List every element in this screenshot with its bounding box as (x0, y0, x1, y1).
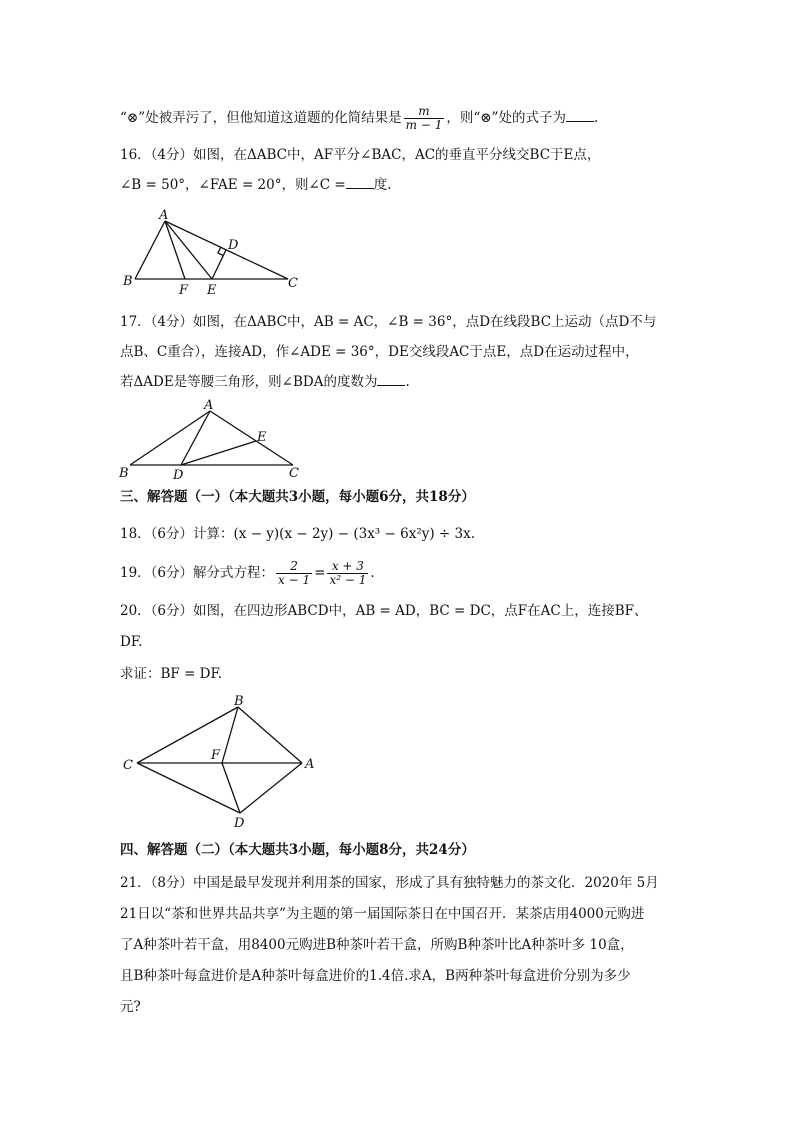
q15-frac-den: m − 1 (405, 118, 443, 132)
q20-segment-ba (238, 707, 302, 763)
q20-figure (115, 693, 325, 833)
q15-text-before: “⊗”处被弄污了，但他知道这道题的化简结果是 (120, 110, 402, 126)
q20-line2: DF. (120, 634, 143, 650)
q16-segment-de (212, 250, 226, 279)
q17-line2: 点B、C重合），连接AD，作∠ADE = 36°，DE交线段AC于点E，点D在运动过程中， (120, 344, 639, 360)
q21-line2: 21日以“茶和世界共品共享”为主题的第一届国际茶日在中国召开．某茶店用4000元购进 (120, 906, 645, 922)
q17-label-a: A (204, 398, 214, 413)
q17-answer-blank (377, 373, 405, 386)
q17-segment-ac (210, 411, 293, 465)
q15-answer-blank (566, 109, 594, 122)
q19-lhs-den: x − 1 (278, 573, 311, 587)
q16-label-f: F (179, 283, 189, 298)
q17-label-d: D (173, 468, 184, 483)
q16-line2-before: ∠B = 50°，∠FAE = 20°，则∠C = (120, 177, 346, 193)
q19-rhs-den: x² − 1 (329, 573, 367, 587)
q17-line3-before: 若ΔADE是等腰三角形，则∠BDA的度数为 (120, 374, 378, 390)
q16-label-a: A (159, 208, 169, 223)
q20-segment-cb (137, 707, 238, 763)
q20-label-c: C (123, 758, 133, 773)
q21-line4: 且B种茶叶每盒进价是A种茶叶每盒进价的1.4倍.求A，B两种茶叶每盒进价分别为多少 (120, 968, 631, 984)
q15-text-after: ，则“⊗”处的式子为 (446, 110, 566, 126)
q19-lhs-fraction (276, 560, 312, 587)
q19-rhs-num: x + 3 (327, 560, 368, 574)
q19-equals: = (314, 565, 326, 581)
q20-line3: 求证：BF = DF. (120, 666, 223, 682)
q16-label-e: E (207, 283, 217, 298)
q16-segment-ab (135, 221, 165, 279)
q20-label-b: B (234, 694, 244, 709)
q16-label-b: B (123, 274, 133, 289)
q16-line2 (120, 175, 392, 195)
q17-label-b: B (119, 466, 129, 481)
q19-text-before: 19．（6分）解分式方程： (120, 565, 275, 581)
q16-line2-after: 度. (373, 177, 392, 193)
q15-tail-line (120, 105, 598, 132)
q20-line1: 20．（6分）如图，在四边形ABCD中，AB = AD，BC = DC，点F在AC上，连接BF、 (120, 603, 648, 619)
q16-line1: 16．（4分）如图，在ΔABC中，AF平分∠BAC，AC的垂直平分线交BC于E点， (120, 147, 601, 163)
q16-segment-ae (165, 221, 212, 279)
q19-line (120, 560, 375, 587)
q15-fraction (404, 105, 445, 132)
q16-figure (115, 205, 315, 298)
q20-label-f: F (211, 748, 221, 763)
q17-label-e: E (257, 430, 267, 445)
q20-segment-ad (240, 763, 302, 813)
q17-line3-after: . (405, 374, 410, 390)
q21-line1: 21．（8分）中国是最早发现并利用茶的国家，形成了具有独特魅力的茶文化．2020年 5月 (120, 875, 659, 891)
q16-answer-blank (346, 176, 374, 189)
q15-end: . (593, 110, 599, 126)
q19-end: . (370, 565, 375, 581)
q20-segment-bf (222, 707, 238, 763)
q16-label-d: D (228, 238, 239, 253)
q19-rhs-fraction (327, 560, 368, 587)
q21-line3: 了A种茶叶若干盒，用8400元购进B种茶叶若干盒，所购B种茶叶比A种茶叶多 10盒， (120, 937, 634, 953)
q17-figure (115, 397, 315, 482)
q20-label-d: D (234, 816, 245, 831)
section4-title: 四、解答题（二）（本大题共3小题，每小题8分，共24分） (120, 842, 475, 858)
q17-line1: 17．（4分）如图，在ΔABC中，AB = AC，∠B = 36°，点D在线段BC上运动（点D不与 (120, 314, 657, 330)
q21-line5: 元? (120, 999, 141, 1015)
q20-label-a: A (305, 757, 315, 772)
q17-segment-ab (130, 411, 210, 465)
q17-label-c: C (289, 466, 299, 481)
q16-segment-ac (165, 221, 288, 279)
q17-line3 (120, 372, 410, 392)
q18-text: 18．（6分）计算：(x − y)(x − 2y) − (3x³ − 6x²y) ÷ 3x. (120, 526, 476, 542)
q15-frac-num: m (404, 105, 445, 119)
q16-label-c: C (288, 276, 298, 291)
q19-lhs-num: 2 (276, 560, 312, 574)
section3-title: 三、解答题（一）（本大题共3小题，每小题6分，共18分） (120, 489, 475, 505)
